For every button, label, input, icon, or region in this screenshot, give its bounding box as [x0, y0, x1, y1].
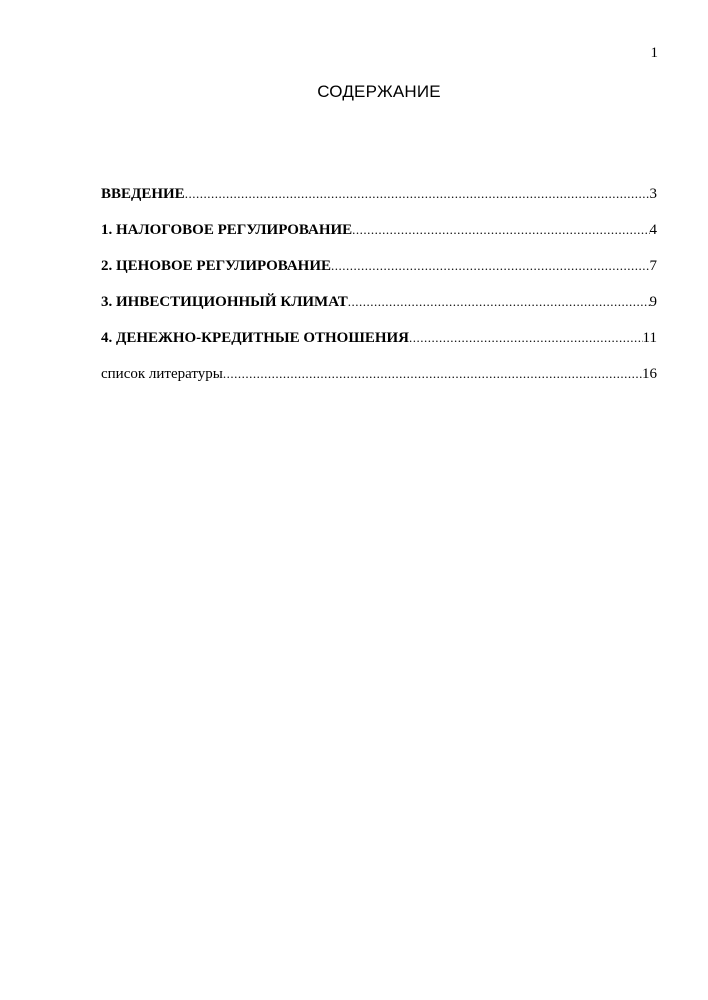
toc-dot-leader [352, 221, 649, 239]
toc-entry-bibliography[interactable] [101, 365, 657, 401]
toc-dot-leader [331, 257, 650, 275]
toc-entry-page: 3 [649, 186, 657, 202]
toc-entry-introduction[interactable] [101, 185, 657, 221]
toc-dot-leader [409, 329, 643, 347]
toc-dot-leader [348, 293, 650, 311]
toc-entry-page: 11 [642, 330, 657, 346]
toc-entry-price-regulation[interactable] [101, 257, 657, 293]
toc-dot-leader [223, 365, 642, 383]
toc-entry-label: 3. ИНВЕСТИЦИОННЫЙ КЛИМАТ [101, 294, 348, 310]
page-title: СОДЕРЖАНИЕ [317, 82, 441, 101]
toc-entry-investment-climate[interactable] [101, 293, 657, 329]
toc-entry-page: 16 [642, 366, 657, 382]
toc-entry-page: 9 [649, 294, 657, 310]
toc-entry-label: 4. ДЕНЕЖНО-КРЕДИТНЫЕ ОТНОШЕНИЯ [101, 330, 409, 346]
toc-entry-label: 1. НАЛОГОВОЕ РЕГУЛИРОВАНИЕ [101, 222, 353, 238]
toc-entry-label: 2. ЦЕНОВОЕ РЕГУЛИРОВАНИЕ [101, 258, 331, 274]
toc-entry-tax-regulation[interactable] [101, 221, 657, 257]
toc-entry-page: 4 [649, 222, 657, 238]
toc-entry-monetary-relations[interactable] [101, 329, 657, 365]
toc-dot-leader [185, 185, 650, 203]
toc-entry-label: ВВЕДЕНИЕ [101, 186, 185, 202]
page-number: 1 [650, 45, 658, 61]
toc-entry-page: 7 [649, 258, 657, 274]
table-of-contents [101, 185, 657, 401]
toc-entry-label: список литературы [101, 366, 223, 382]
